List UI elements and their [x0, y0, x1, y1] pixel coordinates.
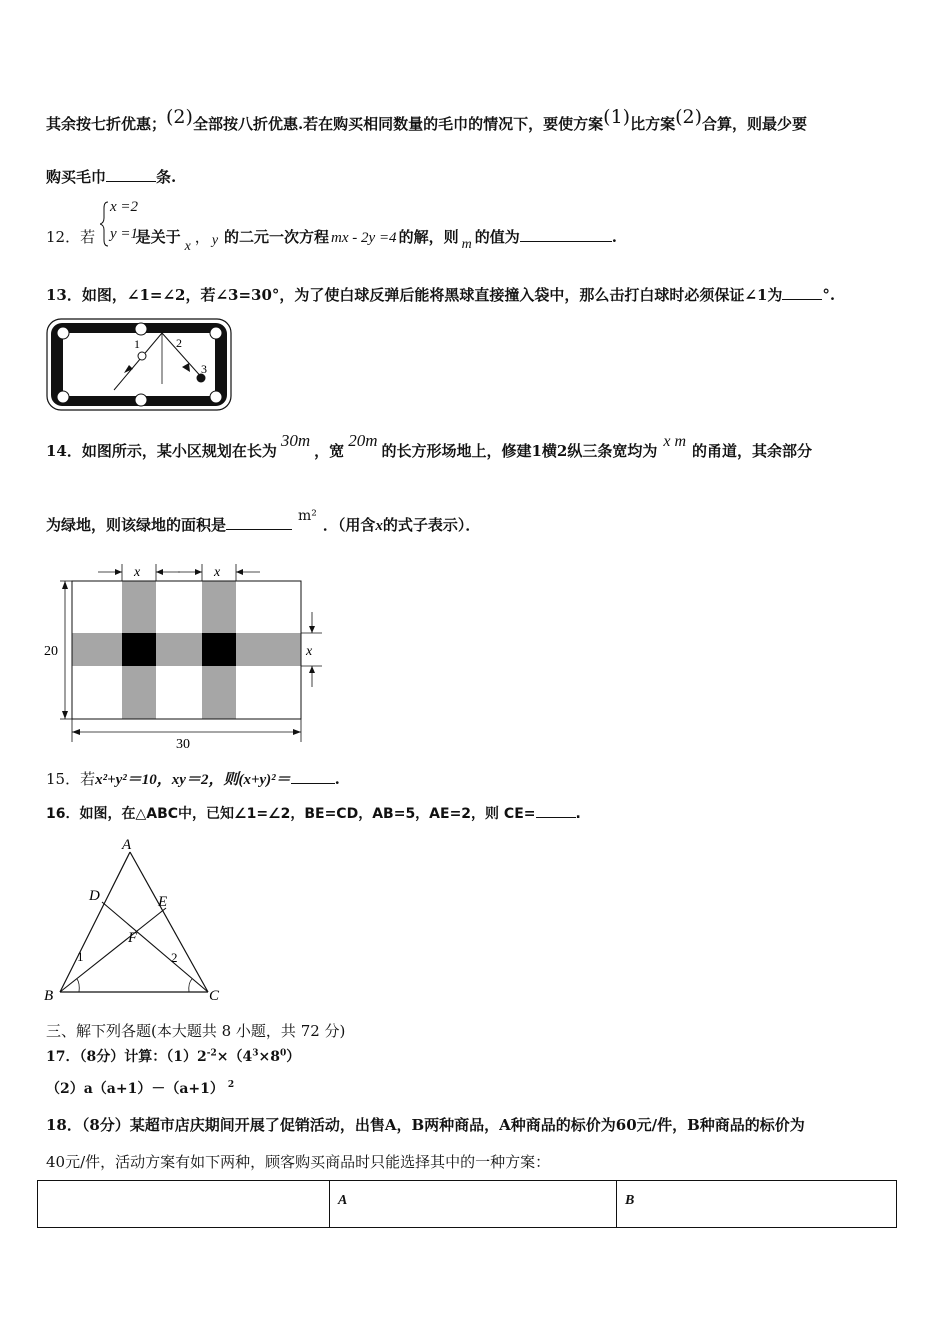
dim-20: 20 — [44, 644, 58, 659]
dim-x-top-1: x — [134, 565, 141, 580]
q17-l1a: 17．（8分）计算：（1）2 — [46, 1049, 207, 1065]
q11-text-d: 合算，则最少要 — [702, 115, 808, 133]
q12-x: x — [184, 239, 191, 254]
angle-2: 2 — [171, 950, 178, 965]
q11-line2-b: 条. — [156, 168, 177, 186]
q17-sup2: 3 — [252, 1048, 259, 1059]
q16-end: . — [575, 806, 581, 822]
q17-sup3: 0 — [279, 1048, 287, 1059]
q12-num: 12．若 — [46, 228, 96, 246]
q12-t1: 是关于 — [135, 228, 181, 246]
q17-l1c: ×8 — [258, 1049, 280, 1065]
pocket — [210, 391, 222, 403]
q12-end: . — [611, 228, 617, 246]
answer-blank[interactable] — [106, 167, 156, 182]
q14-xm: x m — [663, 433, 687, 450]
q12-m: m — [461, 237, 472, 252]
q14-width: 20m — [348, 431, 378, 450]
q12-comma: ， — [194, 228, 210, 246]
vertex-B: B — [44, 988, 54, 1004]
q15-end: . — [334, 770, 340, 788]
q12-t4: 的值为 — [474, 228, 520, 246]
pocket — [135, 394, 147, 406]
q11-text-a: 其余按七折优惠； — [46, 115, 167, 133]
q12-y: y — [211, 233, 219, 248]
q17-line2 — [46, 1078, 234, 1098]
q13-end: °. — [822, 286, 836, 304]
q14-t2: ，宽 — [314, 442, 345, 460]
q11-line2 — [46, 166, 176, 187]
park-plan-figure — [40, 560, 330, 756]
angle-label-1: 1 — [134, 337, 140, 351]
q11-text-b: 全部按八折优惠.若在购买相同数量的毛巾的情况下，要使方案 — [192, 115, 604, 133]
q14-line1 — [46, 431, 813, 461]
q14-t4: 的甬道，其余部分 — [692, 442, 813, 460]
q15-expr1: x²+y²＝10， — [95, 772, 172, 788]
table-row — [38, 1181, 897, 1228]
q15-expr3: (x+y)²＝ — [238, 772, 291, 788]
table-cell — [38, 1181, 330, 1228]
q12-t3: 的解，则 — [398, 228, 459, 246]
q14-l2x: x — [375, 518, 383, 534]
section-3-heading: 三、解下列各题(本大题共 8 小题，共 72 分) — [46, 1022, 346, 1040]
q11-text-c: 比方案 — [630, 115, 676, 133]
q12-system-brace — [100, 198, 160, 250]
answer-blank[interactable] — [536, 803, 576, 818]
triangle-figure — [40, 836, 230, 1010]
q13-text: 13．如图，∠1=∠2，若∠3=30°，为了使白球反弹后能将黑球直接撞入袋中，那么击打白球时必须保证∠1为 — [46, 286, 783, 304]
q12-t2: 的二元一次方程 — [224, 228, 330, 246]
q16-text: 16．如图，在△ABC中，已知∠1=∠2，BE=CD，AB=5，AE=2，则 CE= — [46, 806, 536, 822]
q11-line2-a: 购买毛巾 — [46, 168, 107, 186]
dim-x-top-2: x — [214, 565, 221, 580]
q15-line — [46, 768, 340, 789]
vertex-F: F — [128, 930, 138, 946]
angle-label-3: 3 — [201, 362, 207, 376]
vertex-D: D — [89, 888, 100, 904]
options-table — [37, 1180, 897, 1228]
q18-line1: 18．（8分）某超市店庆期间开展了促销活动，出售A，B两种商品，A种商品的标价为60元/件，B种商品的标价为 — [46, 1116, 805, 1134]
q12-equation: mx - 2y =4 — [331, 230, 397, 246]
pocket — [210, 327, 222, 339]
q15-expr2: xy＝2，则 — [171, 772, 239, 788]
q17-l1d: ） — [286, 1049, 301, 1065]
q14-t3: 的长方形场地上，修建1横2纵三条宽均为 — [381, 442, 658, 460]
q14-l2c: 的式子表示）． — [382, 516, 481, 534]
q14-unit: m² — [298, 508, 317, 524]
q13-line — [46, 284, 835, 305]
vertex-C: C — [209, 988, 220, 1004]
q14-line2 — [46, 508, 481, 535]
q17-sup1: -2 — [206, 1048, 217, 1059]
angle-1: 1 — [77, 949, 84, 964]
pocket — [57, 391, 69, 403]
billiard-table-figure — [46, 318, 232, 416]
q14-l2a: 为绿地，则该绿地的面积是 — [46, 516, 227, 534]
q11-line1 — [46, 106, 808, 134]
q12-sys-eq1: x =2 — [110, 199, 139, 215]
answer-blank[interactable] — [291, 769, 335, 784]
q11-paren-1: (1) — [603, 106, 631, 128]
q16-line — [46, 803, 581, 823]
q17-line1 — [46, 1046, 300, 1066]
q14-length: 30m — [280, 431, 311, 450]
dim-30: 30 — [176, 737, 190, 752]
angle-label-2: 2 — [176, 336, 182, 350]
q11-paren-2: (2) — [166, 106, 193, 128]
q17-sup4: 2 — [227, 1080, 235, 1091]
q11-paren-2b: (2) — [675, 106, 703, 128]
answer-blank[interactable] — [226, 515, 292, 530]
answer-blank[interactable] — [520, 227, 612, 242]
answer-blank[interactable] — [782, 285, 822, 300]
q15-t1: 15．若 — [46, 770, 96, 788]
q12-sys-eq2: y =1 — [110, 226, 139, 242]
q17-l2a: （2）a（a+1）－（a+1） — [46, 1081, 224, 1097]
pocket — [135, 323, 147, 335]
pocket — [57, 327, 69, 339]
vertex-A: A — [122, 837, 132, 853]
white-ball — [138, 352, 146, 360]
q18-line2: 40元/件，活动方案有如下两种，顾客购买商品时只能选择其中的一种方案： — [46, 1153, 551, 1171]
table-cell: A — [330, 1181, 617, 1228]
dim-x-right: x — [306, 644, 313, 659]
vertex-E: E — [158, 894, 168, 910]
table-cell: B — [617, 1181, 897, 1228]
q17-l1b: ×（4 — [216, 1049, 253, 1065]
q14-t1: 14．如图所示，某小区规划在长为 — [46, 442, 277, 460]
q14-l2b: ．（用含 — [322, 516, 376, 534]
